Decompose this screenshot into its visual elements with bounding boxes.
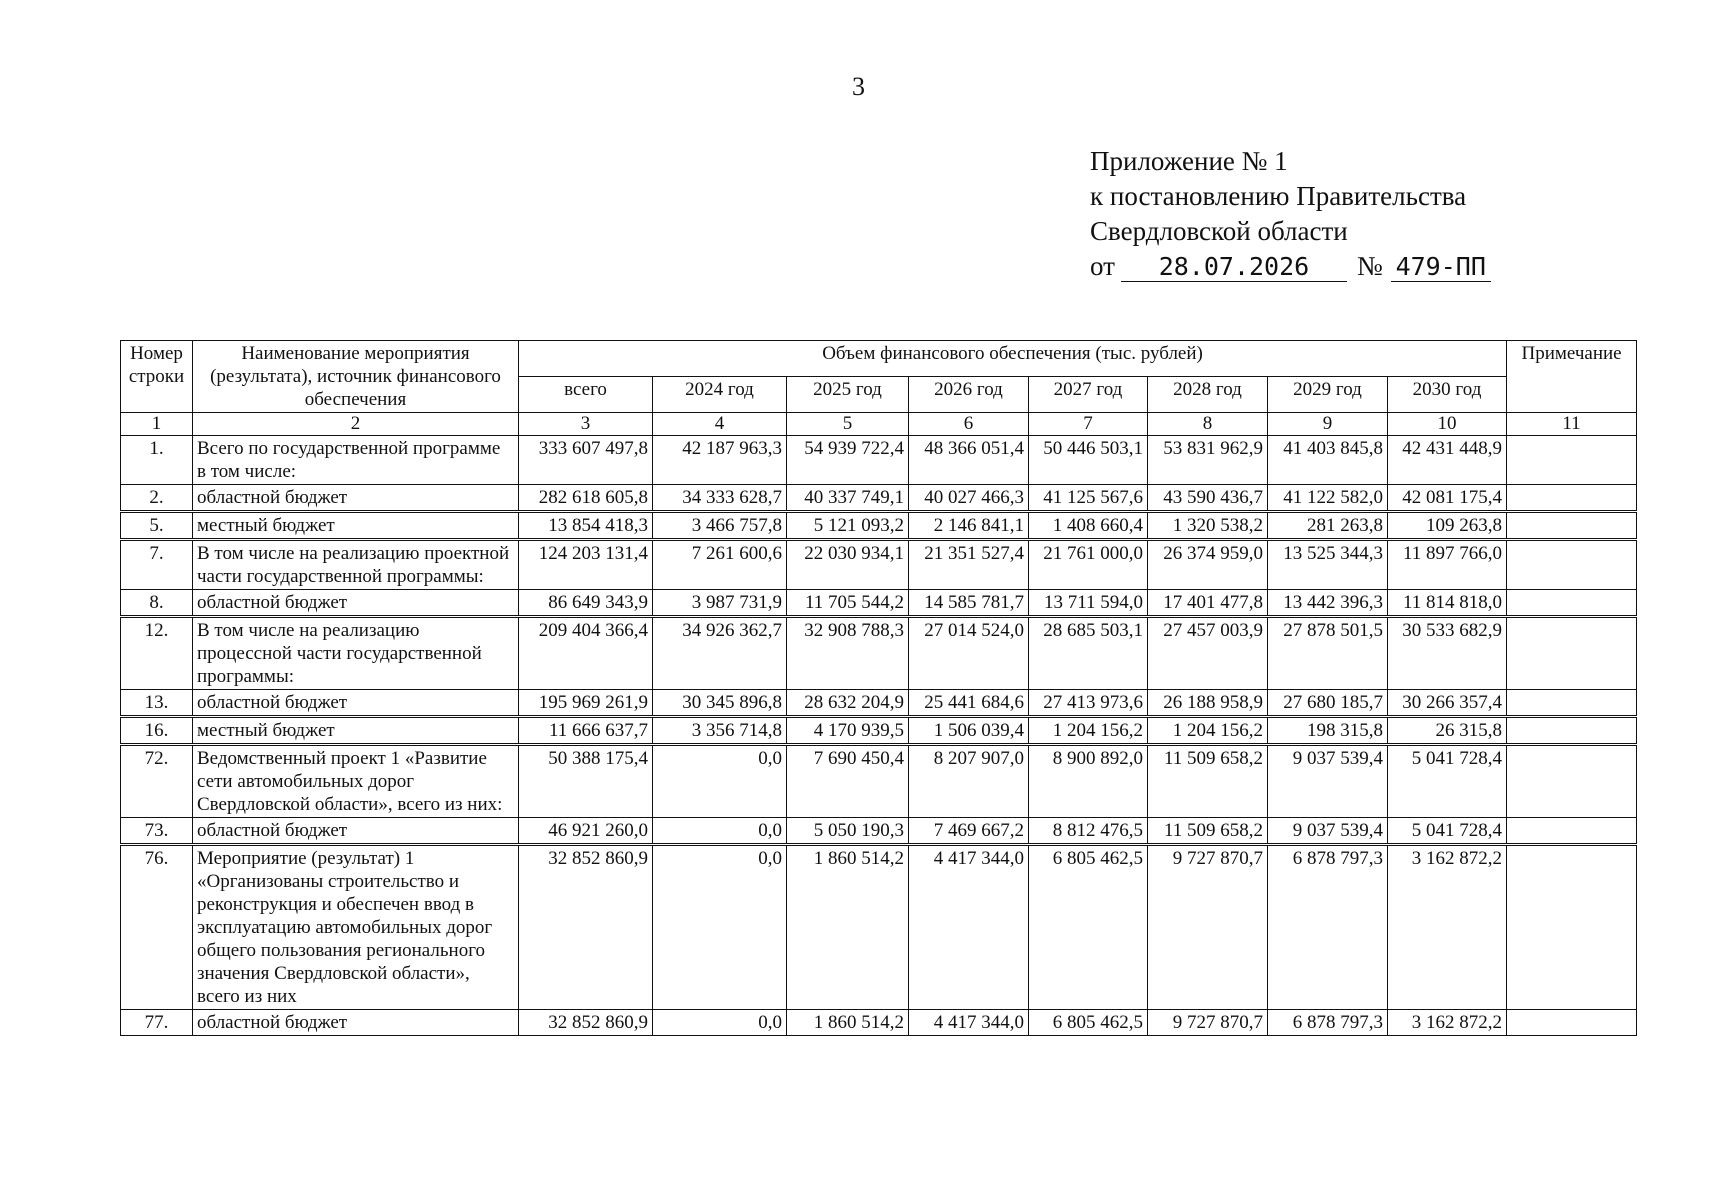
note-cell xyxy=(1507,745,1637,818)
header-volume: Объем финансового обеспечения (тыс. рублей) xyxy=(519,341,1507,377)
table-row xyxy=(121,436,1637,485)
amount-cell: 8 812 476,5 xyxy=(1029,818,1148,845)
note-cell xyxy=(1507,845,1637,1010)
amount-cell: 7 469 667,2 xyxy=(909,818,1029,845)
amount-cell: 198 315,8 xyxy=(1268,717,1388,745)
amount-cell: 3 987 731,9 xyxy=(653,590,787,617)
amount-cell: 27 457 003,9 xyxy=(1148,617,1268,690)
amount-cell: 11 509 658,2 xyxy=(1148,818,1268,845)
amount-cell: 13 854 418,3 xyxy=(519,512,653,540)
header-year: 2028 год xyxy=(1148,377,1268,413)
header-year: 2029 год xyxy=(1268,377,1388,413)
amount-cell: 43 590 436,7 xyxy=(1148,485,1268,512)
amount-cell: 27 413 973,6 xyxy=(1029,690,1148,717)
column-index: 5 xyxy=(787,413,909,436)
row-number-cell: 77. xyxy=(121,1010,193,1036)
amount-cell: 30 345 896,8 xyxy=(653,690,787,717)
header-year: 2027 год xyxy=(1029,377,1148,413)
amount-cell: 17 401 477,8 xyxy=(1148,590,1268,617)
amount-cell: 32 852 860,9 xyxy=(519,845,653,1010)
amount-cell: 124 203 131,4 xyxy=(519,540,653,590)
row-number-cell: 7. xyxy=(121,540,193,590)
row-number-cell: 16. xyxy=(121,717,193,745)
row-name-cell: местный бюджет xyxy=(193,717,519,745)
amount-cell: 26 188 958,9 xyxy=(1148,690,1268,717)
header-name: Наименование мероприятия (результата), источник финансового обеспечения xyxy=(193,341,519,413)
amount-cell: 32 852 860,9 xyxy=(519,1010,653,1036)
amount-cell: 7 690 450,4 xyxy=(787,745,909,818)
amount-cell: 0,0 xyxy=(653,745,787,818)
table-row xyxy=(121,540,1637,590)
amount-cell: 1 204 156,2 xyxy=(1029,717,1148,745)
amount-cell: 9 037 539,4 xyxy=(1268,745,1388,818)
note-cell xyxy=(1507,617,1637,690)
amount-cell: 0,0 xyxy=(653,818,787,845)
column-index: 11 xyxy=(1507,413,1637,436)
amount-cell: 11 705 544,2 xyxy=(787,590,909,617)
header-year: 2025 год xyxy=(787,377,909,413)
amount-cell: 28 685 503,1 xyxy=(1029,617,1148,690)
table-row xyxy=(121,590,1637,617)
table-row xyxy=(121,512,1637,540)
row-number-cell: 12. xyxy=(121,617,193,690)
amount-cell: 54 939 722,4 xyxy=(787,436,909,485)
amount-cell: 282 618 605,8 xyxy=(519,485,653,512)
column-index: 7 xyxy=(1029,413,1148,436)
amount-cell: 13 711 594,0 xyxy=(1029,590,1148,617)
amount-cell: 4 417 344,0 xyxy=(909,845,1029,1010)
date-value: 28.07.2026 xyxy=(1121,253,1347,282)
note-cell xyxy=(1507,436,1637,485)
note-cell xyxy=(1507,690,1637,717)
amount-cell: 9 037 539,4 xyxy=(1268,818,1388,845)
appendix-resolution-line: к постановлению Правительства xyxy=(1090,181,1467,211)
table-row xyxy=(121,485,1637,512)
amount-cell: 9 727 870,7 xyxy=(1148,845,1268,1010)
appendix-region-line: Свердловской области xyxy=(1090,216,1348,246)
amount-cell: 3 466 757,8 xyxy=(653,512,787,540)
amount-cell: 6 878 797,3 xyxy=(1268,1010,1388,1036)
note-cell xyxy=(1507,717,1637,745)
amount-cell: 21 761 000,0 xyxy=(1029,540,1148,590)
amount-cell: 1 860 514,2 xyxy=(787,845,909,1010)
amount-cell: 27 878 501,5 xyxy=(1268,617,1388,690)
financing-table xyxy=(120,340,1637,1036)
amount-cell: 14 585 781,7 xyxy=(909,590,1029,617)
amount-cell: 42 187 963,3 xyxy=(653,436,787,485)
amount-cell: 8 207 907,0 xyxy=(909,745,1029,818)
amount-cell: 9 727 870,7 xyxy=(1148,1010,1268,1036)
header-year: 2030 год xyxy=(1388,377,1507,413)
amount-cell: 27 680 185,7 xyxy=(1268,690,1388,717)
row-number-cell: 76. xyxy=(121,845,193,1010)
amount-cell: 53 831 962,9 xyxy=(1148,436,1268,485)
row-number-cell: 2. xyxy=(121,485,193,512)
row-number-cell: 8. xyxy=(121,590,193,617)
amount-cell: 41 125 567,6 xyxy=(1029,485,1148,512)
amount-cell: 50 388 175,4 xyxy=(519,745,653,818)
amount-cell: 7 261 600,6 xyxy=(653,540,787,590)
amount-cell: 26 374 959,0 xyxy=(1148,540,1268,590)
row-name-cell: областной бюджет xyxy=(193,485,519,512)
row-name-cell: областной бюджет xyxy=(193,690,519,717)
amount-cell: 1 860 514,2 xyxy=(787,1010,909,1036)
date-label: от xyxy=(1090,251,1115,281)
row-name-cell: областной бюджет xyxy=(193,818,519,845)
table-body xyxy=(121,413,1637,1036)
amount-cell: 86 649 343,9 xyxy=(519,590,653,617)
amount-cell: 11 897 766,0 xyxy=(1388,540,1507,590)
table-row xyxy=(121,845,1637,1010)
amount-cell: 109 263,8 xyxy=(1388,512,1507,540)
column-index: 8 xyxy=(1148,413,1268,436)
amount-cell: 30 266 357,4 xyxy=(1388,690,1507,717)
amount-cell: 3 162 872,2 xyxy=(1388,1010,1507,1036)
row-name-cell: Ведомственный проект 1 «Развитие сети автомобильных дорог Свердловской области», всего из них: xyxy=(193,745,519,818)
amount-cell: 28 632 204,9 xyxy=(787,690,909,717)
amount-cell: 13 525 344,3 xyxy=(1268,540,1388,590)
note-cell xyxy=(1507,512,1637,540)
header-row-top xyxy=(121,341,1637,377)
row-number-cell: 73. xyxy=(121,818,193,845)
column-index-row xyxy=(121,413,1637,436)
column-index: 9 xyxy=(1268,413,1388,436)
column-index: 6 xyxy=(909,413,1029,436)
table-row xyxy=(121,818,1637,845)
row-name-cell: В том числе на реализацию проектной части государственной программы: xyxy=(193,540,519,590)
header-year: всего xyxy=(519,377,653,413)
amount-cell: 0,0 xyxy=(653,845,787,1010)
amount-cell: 2 146 841,1 xyxy=(909,512,1029,540)
amount-cell: 26 315,8 xyxy=(1388,717,1507,745)
header-row-number: Номер строки xyxy=(121,341,193,413)
column-index: 1 xyxy=(121,413,193,436)
amount-cell: 333 607 497,8 xyxy=(519,436,653,485)
amount-cell: 1 506 039,4 xyxy=(909,717,1029,745)
column-index: 2 xyxy=(193,413,519,436)
table-row xyxy=(121,690,1637,717)
number-label: № xyxy=(1356,251,1383,281)
amount-cell: 6 805 462,5 xyxy=(1029,845,1148,1010)
row-name-cell: В том числе на реализацию процессной части государственной программы: xyxy=(193,617,519,690)
amount-cell: 6 805 462,5 xyxy=(1029,1010,1148,1036)
appendix-header xyxy=(1090,144,1491,284)
note-cell xyxy=(1507,1010,1637,1036)
row-number-cell: 1. xyxy=(121,436,193,485)
appendix-date-number-line xyxy=(1090,249,1491,284)
amount-cell: 209 404 366,4 xyxy=(519,617,653,690)
amount-cell: 5 121 093,2 xyxy=(787,512,909,540)
row-name-cell: областной бюджет xyxy=(193,1010,519,1036)
column-index: 3 xyxy=(519,413,653,436)
amount-cell: 11 666 637,7 xyxy=(519,717,653,745)
table-row xyxy=(121,717,1637,745)
row-name-cell: Мероприятие (результат) 1 «Организованы строительство и реконструкция и обеспечен ввод в эксплуатацию автомобильных дорог общего пользования регионального значения Свердловской области», всего из них xyxy=(193,845,519,1010)
amount-cell: 41 403 845,8 xyxy=(1268,436,1388,485)
page-number: 3 xyxy=(852,72,865,101)
row-name-cell: местный бюджет xyxy=(193,512,519,540)
amount-cell: 27 014 524,0 xyxy=(909,617,1029,690)
amount-cell: 3 162 872,2 xyxy=(1388,845,1507,1010)
amount-cell: 1 408 660,4 xyxy=(1029,512,1148,540)
amount-cell: 21 351 527,4 xyxy=(909,540,1029,590)
amount-cell: 3 356 714,8 xyxy=(653,717,787,745)
amount-cell: 34 333 628,7 xyxy=(653,485,787,512)
header-note: Примечание xyxy=(1507,341,1637,413)
amount-cell: 13 442 396,3 xyxy=(1268,590,1388,617)
header-year: 2024 год xyxy=(653,377,787,413)
table-row xyxy=(121,1010,1637,1036)
amount-cell: 1 320 538,2 xyxy=(1148,512,1268,540)
table-row xyxy=(121,745,1637,818)
amount-cell: 0,0 xyxy=(653,1010,787,1036)
amount-cell: 4 170 939,5 xyxy=(787,717,909,745)
amount-cell: 195 969 261,9 xyxy=(519,690,653,717)
document-number-value: 479-ПП xyxy=(1391,253,1491,282)
amount-cell: 8 900 892,0 xyxy=(1029,745,1148,818)
amount-cell: 41 122 582,0 xyxy=(1268,485,1388,512)
row-number-cell: 72. xyxy=(121,745,193,818)
amount-cell: 32 908 788,3 xyxy=(787,617,909,690)
amount-cell: 6 878 797,3 xyxy=(1268,845,1388,1010)
appendix-title: Приложение № 1 xyxy=(1090,146,1288,176)
amount-cell: 30 533 682,9 xyxy=(1388,617,1507,690)
row-number-cell: 13. xyxy=(121,690,193,717)
note-cell xyxy=(1507,818,1637,845)
amount-cell: 22 030 934,1 xyxy=(787,540,909,590)
amount-cell: 4 417 344,0 xyxy=(909,1010,1029,1036)
amount-cell: 42 431 448,9 xyxy=(1388,436,1507,485)
amount-cell: 40 027 466,3 xyxy=(909,485,1029,512)
note-cell xyxy=(1507,485,1637,512)
amount-cell: 5 041 728,4 xyxy=(1388,818,1507,845)
amount-cell: 5 041 728,4 xyxy=(1388,745,1507,818)
amount-cell: 40 337 749,1 xyxy=(787,485,909,512)
amount-cell: 48 366 051,4 xyxy=(909,436,1029,485)
amount-cell: 50 446 503,1 xyxy=(1029,436,1148,485)
amount-cell: 46 921 260,0 xyxy=(519,818,653,845)
header-year: 2026 год xyxy=(909,377,1029,413)
column-index: 4 xyxy=(653,413,787,436)
amount-cell: 34 926 362,7 xyxy=(653,617,787,690)
amount-cell: 281 263,8 xyxy=(1268,512,1388,540)
row-number-cell: 5. xyxy=(121,512,193,540)
column-index: 10 xyxy=(1388,413,1507,436)
note-cell xyxy=(1507,540,1637,590)
amount-cell: 11 814 818,0 xyxy=(1388,590,1507,617)
financing-table-wrapper xyxy=(120,340,1637,1036)
row-name-cell: Всего по государственной программе в том числе: xyxy=(193,436,519,485)
row-name-cell: областной бюджет xyxy=(193,590,519,617)
table-row xyxy=(121,617,1637,690)
amount-cell: 5 050 190,3 xyxy=(787,818,909,845)
note-cell xyxy=(1507,590,1637,617)
amount-cell: 1 204 156,2 xyxy=(1148,717,1268,745)
amount-cell: 42 081 175,4 xyxy=(1388,485,1507,512)
amount-cell: 11 509 658,2 xyxy=(1148,745,1268,818)
amount-cell: 25 441 684,6 xyxy=(909,690,1029,717)
